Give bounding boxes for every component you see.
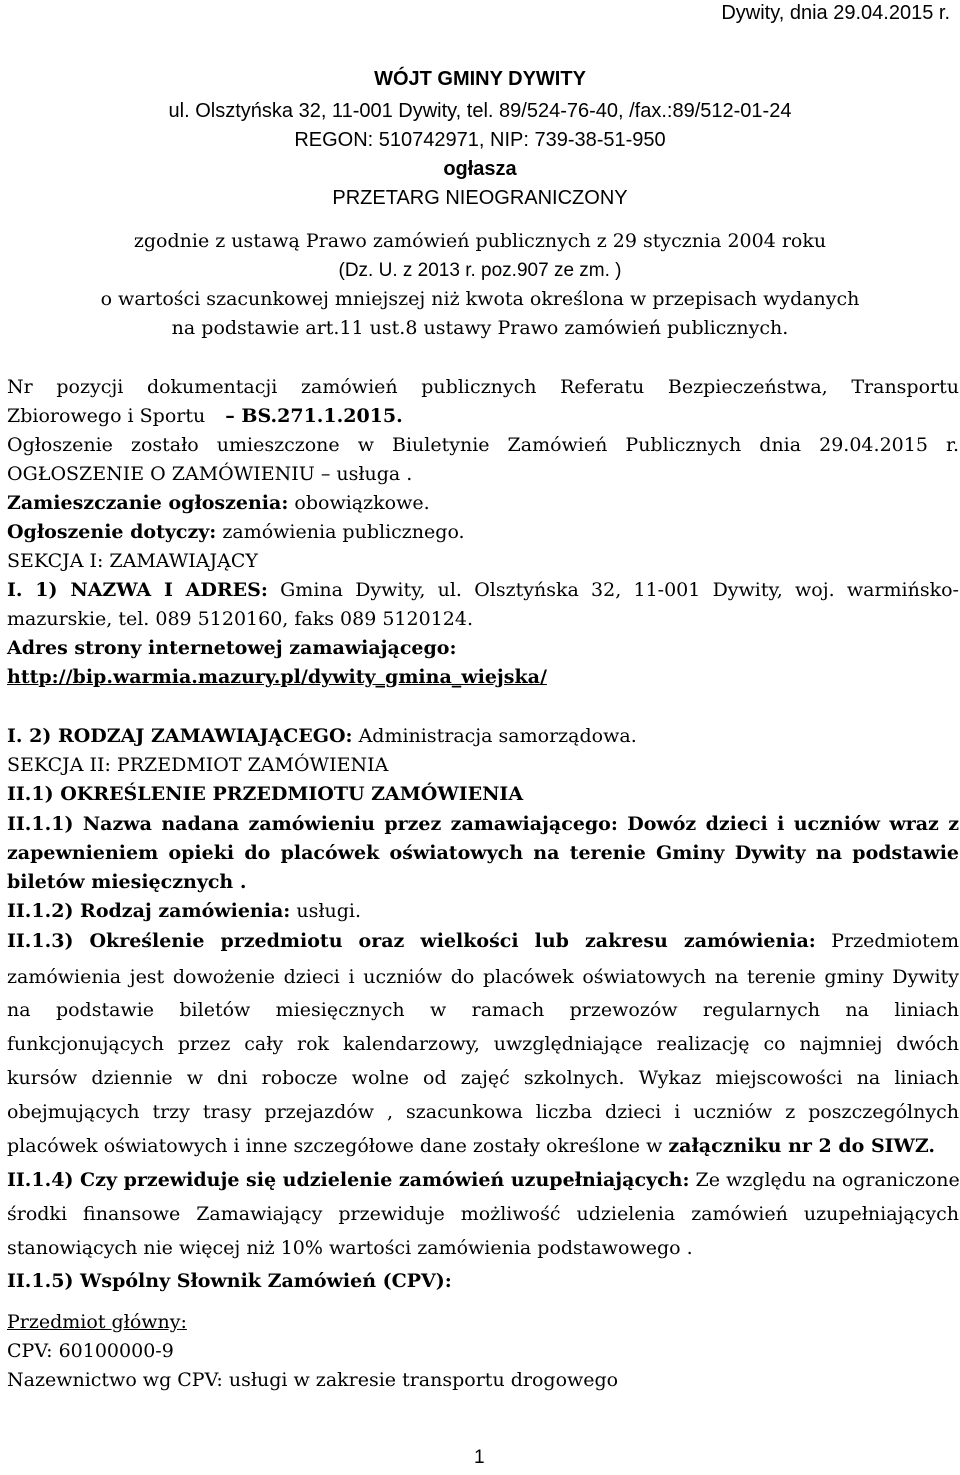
ii1-heading: II.1) OKREŚLENIE PRZEDMIOTU ZAMÓWIENIA	[7, 783, 524, 805]
ii12-value: usługi.	[296, 900, 362, 922]
date-line: Dywity, dnia 29.04.2015 r.	[721, 2, 950, 24]
ii13-line-5: kursów dziennie w dni robocze wolne od zajęć szkolnych. Wykaz miejscowości na liniach	[7, 1067, 959, 1089]
concerns-line	[7, 521, 465, 543]
cpv-name: Nazewnictwo wg CPV: usługi w zakresie transportu drogowego	[7, 1369, 619, 1391]
ii13-line-2: zamówienia jest dowożenie dzieci i uczniów do placówek oświatowych na terenie gminy Dywity	[7, 966, 959, 988]
ii13-line-3: na podstawie biletów miesięcznych w ramach przewozów regularnych na liniach	[7, 999, 959, 1021]
page-number: 1	[474, 1447, 485, 1468]
ii13-attachment: załączniku nr 2 do SIWZ.	[668, 1135, 936, 1157]
placement-line	[7, 492, 430, 514]
i2-value: Administracja samorządowa.	[358, 725, 637, 747]
ii11-line-2: zapewnieniem opieki do placówek oświatowych na terenie Gminy Dywity na podstawie	[7, 842, 959, 864]
placement-label: Zamieszczanie ogłoszenia:	[7, 492, 289, 514]
i2-line	[7, 725, 637, 747]
nr-line-1: Nr pozycji dokumentacji zamówień publicznych Referatu Bezpieczeństwa, Transportu	[7, 376, 959, 398]
ii13-first: Przedmiotem	[831, 930, 960, 952]
i1-line-1	[7, 579, 959, 601]
announcer-title: WÓJT GMINY DYWITY	[374, 68, 586, 90]
concerns-label: Ogłoszenie dotyczy:	[7, 521, 217, 543]
announces-word: ogłasza	[443, 158, 517, 180]
published-line: Ogłoszenie zostało umieszczone w Biuletynie Zamówień Publicznych dnia 29.04.2015 r.	[7, 434, 959, 456]
law-line-2: (Dz. U. z 2013 r. poz.907 ze zm. )	[338, 260, 622, 281]
value-line-1: o wartości szacunkowej mniejszej niż kwota określona w przepisach wydanych	[100, 288, 860, 310]
ii13-label: II.1.3) Określenie przedmiotu oraz wielkości lub zakresu zamówienia:	[7, 930, 816, 952]
ii13-last-text: placówek oświatowych i inne szczegółowe dane zostały określone w	[7, 1135, 663, 1157]
ii11-line-3: biletów miesięcznych .	[7, 871, 247, 893]
ii12-line	[7, 900, 361, 922]
announcer-ids: REGON: 510742971, NIP: 739-38-51-950	[294, 129, 666, 151]
placement-value: obowiązkowe.	[294, 492, 430, 514]
notice-type: OGŁOSZENIE O ZAMÓWIENIU – usługa .	[7, 463, 413, 485]
main-subject-label: Przedmiot główny:	[7, 1311, 187, 1333]
ii13-line-4: funkcjonujących przez cały rok kalendarzowy, uwzględniające realizację co najmniej dwóch	[7, 1033, 959, 1055]
ii14-line-2: środki finansowe Zamawiający przewiduje możliwość udzielenia zamówień uzupełniających	[7, 1203, 959, 1225]
i1-label: I. 1) NAZWA I ADRES:	[7, 579, 268, 601]
announcer-address: ul. Olsztyńska 32, 11-001 Dywity, tel. 89/524-76-40, /fax.:89/512-01-24	[168, 100, 792, 122]
ii13-line-7	[7, 1135, 935, 1157]
ii12-label: II.1.2) Rodzaj zamówienia:	[7, 900, 291, 922]
concerns-value: zamówienia publicznego.	[222, 521, 465, 543]
section-2-heading: SEKCJA II: PRZEDMIOT ZAMÓWIENIA	[7, 754, 389, 776]
i1-value-1: Gmina Dywity, ul. Olsztyńska 32, 11-001 Dywity, woj. warmińsko-	[280, 579, 959, 601]
ii14-line-3: stanowiących nie więcej niż 10% wartości zamówienia podstawowego .	[7, 1237, 693, 1259]
ii14-label: II.1.4) Czy przewiduje się udzielenie zamówień uzupełniających:	[7, 1169, 690, 1191]
tender-type: PRZETARG NIEOGRANICZONY	[332, 187, 628, 209]
ii14-line-1	[7, 1169, 959, 1191]
website-line	[7, 666, 547, 688]
i1-line-2: mazurskie, tel. 089 5120160, faks 089 5120124.	[7, 608, 474, 630]
cpv-code: CPV: 60100000-9	[7, 1340, 174, 1362]
section-1-heading: SEKCJA I: ZAMAWIAJĄCY	[7, 550, 258, 572]
value-line-2: na podstawie art.11 ust.8 ustawy Prawo zamówień publicznych.	[171, 317, 789, 339]
website-label: Adres strony internetowej zamawiającego:	[7, 637, 457, 659]
website-link[interactable]: http://bip.warmia.mazury.pl/dywity_gmina_wiejska/	[7, 666, 547, 688]
nr-code: – BS.271.1.2015.	[225, 405, 403, 427]
ii13-line-1	[7, 930, 959, 952]
law-line-1: zgodnie z ustawą Prawo zamówień publicznych z 29 stycznia 2004 roku	[133, 230, 827, 252]
ii13-line-6: obejmujących trzy trasy przejazdów , szacunkowa liczba dzieci i uczniów z poszczególnych	[7, 1101, 959, 1123]
nr-line-2-text: Zbiorowego i Sportu	[7, 405, 206, 427]
nr-line-2	[7, 405, 403, 427]
ii11-line-1: II.1.1) Nazwa nadana zamówieniu przez zamawiającego: Dowóz dzieci i uczniów wraz z	[7, 813, 959, 835]
ii14-first: Ze względu na ograniczone	[695, 1169, 960, 1191]
ii15-heading: II.1.5) Wspólny Słownik Zamówień (CPV):	[7, 1270, 452, 1292]
i2-label: I. 2) RODZAJ ZAMAWIAJĄCEGO:	[7, 725, 353, 747]
